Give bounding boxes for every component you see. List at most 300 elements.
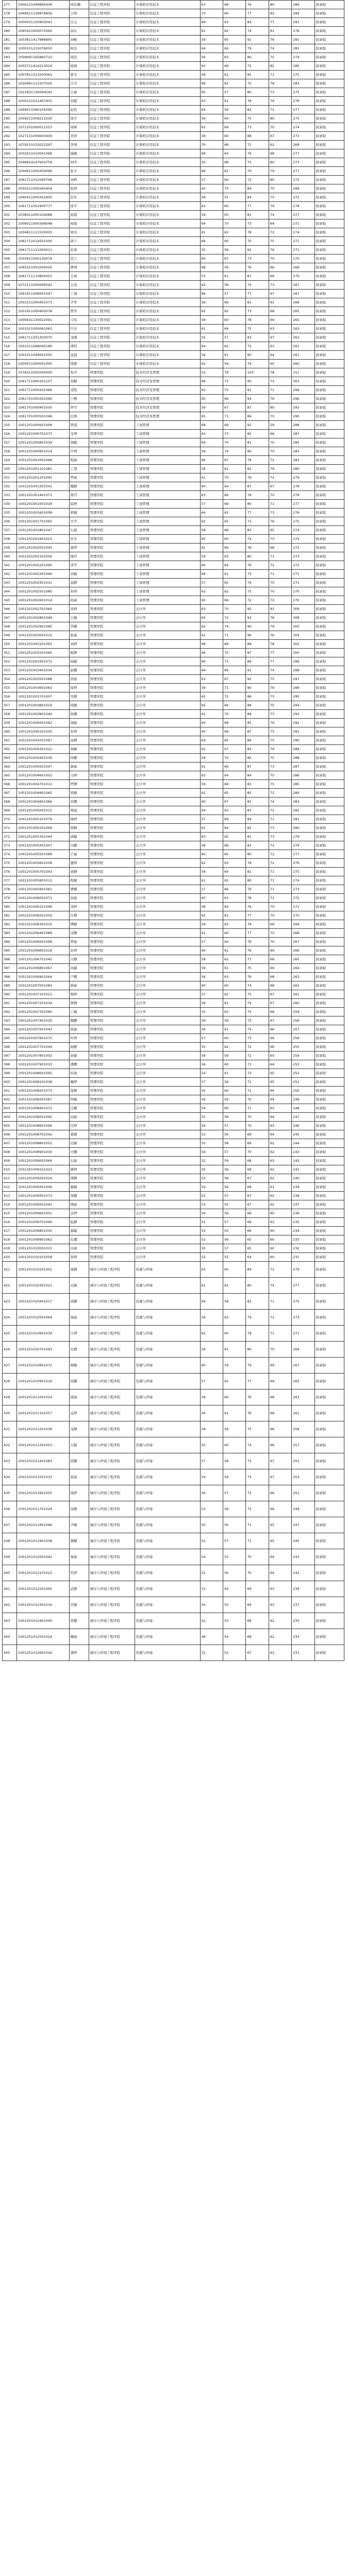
cell-score-total: 271 xyxy=(292,570,314,579)
cell-score-language: 57 xyxy=(223,290,245,298)
cell-score-language: 64 xyxy=(223,938,245,946)
cell-score-total: 233 xyxy=(292,1629,314,1645)
table-row xyxy=(3,1104,344,1113)
cell-score-subject2: 64 xyxy=(269,1060,291,1069)
cell-name: 杨敏 xyxy=(69,657,89,666)
cell-row-index: 385 xyxy=(3,946,17,955)
cell-score-subject2: 80 xyxy=(269,403,291,412)
cell-score-total: 251 xyxy=(292,1485,314,1501)
cell-score-subject1: 70 xyxy=(246,1095,269,1104)
table-row xyxy=(3,1043,344,1052)
cell-major: 会计学 xyxy=(135,1104,200,1113)
cell-row-index: 432 xyxy=(3,1437,17,1453)
cell-score-politics: 55 xyxy=(200,1437,223,1453)
cell-exam-id: 1001201001601008 xyxy=(16,509,69,517)
cell-department: 管理学院 xyxy=(89,981,135,990)
cell-department: 信息工程学院 xyxy=(89,158,135,167)
cell-score-politics: 56 xyxy=(200,1095,223,1104)
cell-score-subject2: 64 xyxy=(269,1087,291,1095)
cell-department: 信息工程学院 xyxy=(89,325,135,333)
cell-score-politics: 57 xyxy=(200,579,223,587)
cell-score-subject1: 70 xyxy=(246,1565,269,1581)
cell-score-politics: 54 xyxy=(200,1148,223,1157)
cell-department: 信息工程学院 xyxy=(89,272,135,281)
cell-status: 拟录取 xyxy=(314,255,344,263)
cell-score-subject2: 76 xyxy=(269,246,291,255)
cell-status: 拟录取 xyxy=(314,36,344,44)
cell-row-index: 335 xyxy=(3,509,17,517)
cell-score-total: 237 xyxy=(292,1200,314,1209)
cell-score-subject1: 76 xyxy=(246,263,269,272)
cell-department: 城市与环境工程学院 xyxy=(89,1358,135,1374)
cell-status: 拟录取 xyxy=(314,771,344,780)
cell-status: 拟录取 xyxy=(314,1342,344,1358)
cell-score-subject2: 72 xyxy=(269,561,291,570)
cell-major: 会计学 xyxy=(135,1183,200,1192)
cell-score-total: 261 xyxy=(292,990,314,999)
cell-exam-id: 1001201007501043 xyxy=(16,1025,69,1034)
cell-exam-id: 1001201005201099 xyxy=(16,824,69,833)
cell-row-index: 430 xyxy=(3,1405,17,1421)
cell-status: 拟录取 xyxy=(314,202,344,211)
cell-department: 信息工程学院 xyxy=(89,114,135,123)
cell-score-subject1: 79 xyxy=(246,859,269,868)
cell-row-index: 433 xyxy=(3,1453,17,1469)
cell-score-language: 65 xyxy=(223,517,245,526)
cell-score-subject2: 68 xyxy=(269,981,291,990)
cell-major: 计算机应用技术 xyxy=(135,53,200,62)
cell-row-index: 394 xyxy=(3,1025,17,1034)
cell-score-subject2: 74 xyxy=(269,798,291,806)
cell-score-language: 64 xyxy=(223,868,245,876)
cell-status: 拟录取 xyxy=(314,1485,344,1501)
cell-exam-id: 1001201005001012 xyxy=(16,806,69,815)
cell-exam-id: 1001201008101038 xyxy=(16,1078,69,1087)
cell-score-subject2: 65 xyxy=(269,526,291,535)
cell-row-index: 280 xyxy=(3,27,17,36)
cell-row-index: 325 xyxy=(3,421,17,430)
cell-score-language: 61 xyxy=(223,272,245,281)
cell-score-subject1: 90 xyxy=(246,684,269,692)
cell-exam-id: 1001201006901064 xyxy=(16,973,69,981)
table-row xyxy=(3,106,344,114)
cell-score-politics: 57 xyxy=(200,1034,223,1043)
cell-major: 会计学 xyxy=(135,1130,200,1139)
cell-department: 信息工程学院 xyxy=(89,360,135,368)
table-row xyxy=(3,9,344,18)
cell-name: 张宇 xyxy=(69,167,89,176)
cell-score-subject2: 70 xyxy=(269,929,291,938)
cell-name: 田丽 xyxy=(69,1113,89,1122)
cell-department: 管理学院 xyxy=(89,368,135,377)
cell-score-politics: 69 xyxy=(200,18,223,27)
cell-status: 拟录取 xyxy=(314,1192,344,1200)
cell-score-subject2: 68 xyxy=(269,955,291,964)
cell-department: 管理学院 xyxy=(89,973,135,981)
table-row xyxy=(3,745,344,754)
cell-score-politics: 55 xyxy=(200,1139,223,1148)
cell-row-index: 367 xyxy=(3,789,17,798)
table-row xyxy=(3,500,344,509)
cell-score-subject1: 80 xyxy=(246,552,269,561)
cell-major: 计算机应用技术 xyxy=(135,202,200,211)
cell-score-total: 235 xyxy=(292,1218,314,1227)
cell-score-politics: 57 xyxy=(200,1374,223,1389)
cell-score-subject1: 78 xyxy=(246,544,269,552)
cell-major: 会计学 xyxy=(135,675,200,684)
table-row xyxy=(3,833,344,841)
cell-score-language: 57 xyxy=(223,1148,245,1157)
cell-major: 会计学 xyxy=(135,736,200,745)
cell-score-subject1: 75 xyxy=(246,158,269,167)
cell-major: 计算机应用技术 xyxy=(135,237,200,246)
cell-score-subject2: 60 xyxy=(269,1244,291,1253)
cell-score-subject1: 72 xyxy=(246,1069,269,1078)
cell-status: 拟录取 xyxy=(314,1437,344,1453)
cell-major: 工商管理 xyxy=(135,579,200,587)
cell-name: 周宇 xyxy=(69,114,89,123)
cell-exam-id: 1001201011801066 xyxy=(16,1517,69,1533)
cell-score-politics: 56 xyxy=(200,1405,223,1421)
cell-score-subject2: 80 xyxy=(269,1,291,9)
table-row xyxy=(3,1613,344,1629)
cell-name: 廖敏 xyxy=(69,1183,89,1192)
cell-status: 拟录取 xyxy=(314,1157,344,1165)
cell-score-subject2: 73 xyxy=(269,824,291,833)
cell-score-language: 62 xyxy=(223,509,245,517)
cell-score-politics: 70 xyxy=(200,141,223,149)
cell-score-politics: 58 xyxy=(200,526,223,535)
cell-department: 信息工程学院 xyxy=(89,246,135,255)
cell-major: 会计学 xyxy=(135,1113,200,1122)
cell-score-total: 270 xyxy=(292,255,314,263)
cell-score-subject1: 71 xyxy=(246,1087,269,1095)
cell-score-subject1: 66 xyxy=(246,1209,269,1218)
cell-status: 拟录取 xyxy=(314,1278,344,1294)
cell-score-subject1: 84 xyxy=(246,1262,269,1278)
cell-score-language: 71 xyxy=(223,631,245,640)
cell-name: 何娜 xyxy=(69,754,89,762)
cell-score-politics: 60 xyxy=(200,1358,223,1374)
cell-department: 管理学院 xyxy=(89,859,135,868)
cell-row-index: 330 xyxy=(3,465,17,473)
cell-score-language: 60 xyxy=(223,1262,245,1278)
cell-score-total: 296 xyxy=(292,395,314,403)
cell-score-subject2: 69 xyxy=(269,920,291,929)
cell-score-subject1: 87 xyxy=(246,727,269,736)
cell-name: 石丽 xyxy=(69,1157,89,1165)
cell-score-language: 56 xyxy=(223,1517,245,1533)
cell-department: 管理学院 xyxy=(89,1165,135,1174)
cell-score-subject1: 75 xyxy=(246,325,269,333)
cell-score-language: 52 xyxy=(223,1645,245,1661)
cell-name: 高静 xyxy=(69,579,89,587)
cell-department: 城市与环境工程学院 xyxy=(89,1294,135,1310)
cell-exam-id: 1060411000301850 xyxy=(16,193,69,202)
cell-score-language: 58 xyxy=(223,1294,245,1310)
cell-exam-id: 1001201012501024 xyxy=(16,1629,69,1645)
cell-score-subject2: 69 xyxy=(269,1358,291,1374)
cell-major: 资源与环境 xyxy=(135,1453,200,1469)
cell-score-subject1: 84 xyxy=(246,193,269,202)
cell-score-subject2: 75 xyxy=(269,535,291,544)
cell-department: 管理学院 xyxy=(89,1192,135,1200)
cell-exam-id: 1001201003401034 xyxy=(16,666,69,675)
cell-score-total: 277 xyxy=(292,211,314,219)
cell-score-language: 62 xyxy=(223,342,245,351)
cell-name: 梁敏 xyxy=(69,789,89,798)
table-row xyxy=(3,920,344,929)
cell-department: 管理学院 xyxy=(89,1069,135,1078)
cell-exam-id: 1000011000001000 xyxy=(16,360,69,368)
cell-row-index: 297 xyxy=(3,176,17,184)
cell-name: 史静 xyxy=(69,1342,89,1358)
cell-major: 技术经济及管理 xyxy=(135,395,200,403)
table-row xyxy=(3,1453,344,1469)
cell-name: 朱婷 xyxy=(69,727,89,736)
cell-status: 拟录取 xyxy=(314,946,344,955)
table-row xyxy=(3,333,344,342)
cell-score-politics: 60 xyxy=(200,894,223,903)
cell-exam-id: 1001201006201059 xyxy=(16,911,69,920)
cell-status: 拟录取 xyxy=(314,1389,344,1405)
cell-score-politics: 64 xyxy=(200,342,223,351)
cell-exam-id: 1001201004601001 xyxy=(16,771,69,780)
cell-score-politics: 55 xyxy=(200,1165,223,1174)
table-row xyxy=(3,517,344,526)
cell-name: 曾强 xyxy=(69,421,89,430)
cell-score-subject1: 76 xyxy=(246,973,269,981)
cell-major: 计算机应用技术 xyxy=(135,62,200,71)
cell-score-subject2: 64 xyxy=(269,1095,291,1104)
cell-score-language: 59 xyxy=(223,1016,245,1025)
cell-name: 王明 xyxy=(69,9,89,18)
cell-status: 拟录取 xyxy=(314,316,344,325)
cell-score-total: 246 xyxy=(292,1122,314,1130)
cell-department: 管理学院 xyxy=(89,894,135,903)
cell-row-index: 347 xyxy=(3,614,17,622)
cell-score-subject1: 82 xyxy=(246,798,269,806)
cell-name: 毛敏 xyxy=(69,1278,89,1294)
cell-row-index: 422 xyxy=(3,1278,17,1294)
cell-score-politics: 61 xyxy=(200,631,223,640)
cell-score-subject2: 70 xyxy=(269,491,291,500)
cell-score-language: 68 xyxy=(223,526,245,535)
cell-score-language: 70 xyxy=(223,754,245,762)
table-row xyxy=(3,149,344,158)
cell-score-subject1: 75 xyxy=(246,964,269,973)
cell-status: 拟录取 xyxy=(314,806,344,815)
cell-score-subject2: 66 xyxy=(269,1043,291,1052)
cell-score-politics: 59 xyxy=(200,447,223,456)
cell-score-total: 261 xyxy=(292,351,314,360)
cell-status: 拟录取 xyxy=(314,1645,344,1661)
cell-exam-id: 1001201002001093 xyxy=(16,544,69,552)
cell-department: 管理学院 xyxy=(89,876,135,885)
table-row xyxy=(3,1581,344,1597)
cell-status: 拟录取 xyxy=(314,1262,344,1278)
cell-exam-id: 1001201012001042 xyxy=(16,1549,69,1565)
cell-department: 管理学院 xyxy=(89,1209,135,1218)
cell-score-politics: 56 xyxy=(200,114,223,123)
cell-name: 邓婷 xyxy=(69,903,89,911)
cell-score-politics: 64 xyxy=(200,438,223,447)
cell-score-language: 69 xyxy=(223,421,245,430)
cell-score-subject2: 66 xyxy=(269,263,291,272)
cell-major: 计算机应用技术 xyxy=(135,281,200,290)
cell-score-subject2: 78 xyxy=(269,640,291,649)
table-row xyxy=(3,491,344,500)
cell-name: 邓凯 xyxy=(69,386,89,395)
cell-score-politics: 56 xyxy=(200,973,223,981)
cell-name: 韩静 xyxy=(69,824,89,833)
cell-score-subject1: 73 xyxy=(246,1016,269,1025)
cell-name: 金婷 xyxy=(69,1209,89,1218)
cell-score-politics: 52 xyxy=(200,1235,223,1244)
table-row xyxy=(3,579,344,587)
cell-score-politics: 60 xyxy=(200,727,223,736)
cell-row-index: 301 xyxy=(3,211,17,219)
cell-score-subject2: 71 xyxy=(269,1294,291,1310)
cell-score-politics: 62 xyxy=(200,281,223,290)
cell-score-total: 286 xyxy=(292,771,314,780)
table-row xyxy=(3,1034,344,1043)
cell-status: 拟录取 xyxy=(314,1405,344,1421)
cell-score-language: 63 xyxy=(223,894,245,903)
cell-score-subject2: 60 xyxy=(269,1209,291,1218)
cell-score-politics: 62 xyxy=(200,1326,223,1342)
cell-department: 管理学院 xyxy=(89,1122,135,1130)
cell-score-subject1: 68 xyxy=(246,1629,269,1645)
cell-score-politics: 62 xyxy=(200,911,223,920)
cell-score-language: 60 xyxy=(223,316,245,325)
cell-major: 会计学 xyxy=(135,1253,200,1262)
cell-score-total: 248 xyxy=(292,1104,314,1113)
cell-score-subject1: 77 xyxy=(246,929,269,938)
cell-exam-id: 1001201005501089 xyxy=(16,850,69,859)
cell-name: 雷丽 xyxy=(69,1469,89,1485)
cell-row-index: 418 xyxy=(3,1235,17,1244)
cell-score-subject2: 72 xyxy=(269,1262,291,1278)
cell-department: 管理学院 xyxy=(89,482,135,491)
cell-score-politics: 58 xyxy=(200,71,223,79)
cell-name: 傅敏 xyxy=(69,920,89,929)
cell-name: 孙丽 xyxy=(69,596,89,605)
cell-score-total: 295 xyxy=(292,692,314,701)
cell-score-subject2: 79 xyxy=(269,622,291,631)
cell-major: 计算机应用技术 xyxy=(135,88,200,97)
cell-score-subject1: 87 xyxy=(246,482,269,491)
table-row xyxy=(3,1130,344,1139)
cell-score-subject2: 62 xyxy=(269,1192,291,1200)
cell-status: 拟录取 xyxy=(314,990,344,999)
cell-name: 杨磊 xyxy=(69,219,89,228)
cell-name: 朱丹 xyxy=(69,368,89,377)
cell-score-subject2: 72 xyxy=(269,841,291,850)
cell-score-subject1: 78 xyxy=(246,316,269,325)
cell-department: 信息工程学院 xyxy=(89,62,135,71)
cell-major: 计算机应用技术 xyxy=(135,123,200,132)
cell-major: 会计学 xyxy=(135,745,200,754)
cell-exam-id: 1001201001901023 xyxy=(16,535,69,544)
cell-name: 周佳 xyxy=(69,53,89,62)
cell-name: 许东 xyxy=(69,325,89,333)
cell-score-subject1: 85 xyxy=(246,719,269,727)
cell-score-total: 271 xyxy=(292,219,314,228)
cell-name: 孔娜 xyxy=(69,1235,89,1244)
cell-score-subject1: 73 xyxy=(246,1453,269,1469)
cell-score-total: 283 xyxy=(292,798,314,806)
cell-major: 会计学 xyxy=(135,1025,200,1034)
cell-score-politics: 60 xyxy=(200,395,223,403)
cell-row-index: 304 xyxy=(3,237,17,246)
cell-score-total: 281 xyxy=(292,44,314,53)
cell-name: 卢娜 xyxy=(69,973,89,981)
cell-score-subject2: 64 xyxy=(269,351,291,360)
table-row xyxy=(3,456,344,465)
cell-score-politics: 64 xyxy=(200,106,223,114)
cell-exam-id: 1001201004701011 xyxy=(16,780,69,789)
cell-score-subject2: 75 xyxy=(269,736,291,745)
cell-score-subject2: 74 xyxy=(269,211,291,219)
cell-status: 拟录取 xyxy=(314,106,344,114)
cell-status: 拟录取 xyxy=(314,1227,344,1235)
cell-exam-id: 1072111000069542 xyxy=(16,281,69,290)
table-row xyxy=(3,202,344,211)
cell-score-total: 277 xyxy=(292,167,314,176)
cell-status: 拟录取 xyxy=(314,123,344,132)
cell-name: 郭丽 xyxy=(69,762,89,771)
cell-score-language: 68 xyxy=(223,1,245,9)
cell-department: 管理学院 xyxy=(89,675,135,684)
cell-score-subject2: 67 xyxy=(269,1016,291,1025)
cell-exam-id: 1001201006001071 xyxy=(16,894,69,903)
table-row xyxy=(3,929,344,938)
cell-score-language: 55 xyxy=(223,1253,245,1262)
table-body xyxy=(3,1,344,1661)
cell-exam-id: 1000121049890436 xyxy=(16,1,69,9)
cell-row-index: 321 xyxy=(3,386,17,395)
cell-score-politics: 55 xyxy=(200,1008,223,1016)
table-row xyxy=(3,727,344,736)
cell-major: 资源与环境 xyxy=(135,1485,200,1501)
cell-major: 资源与环境 xyxy=(135,1597,200,1613)
cell-exam-id: 1001201012601026 xyxy=(16,1645,69,1661)
cell-exam-id: 1061711121560011 xyxy=(16,246,69,255)
cell-exam-id: 1061711301303070 xyxy=(16,333,69,342)
cell-row-index: 336 xyxy=(3,517,17,526)
cell-score-total: 247 xyxy=(292,1517,314,1533)
cell-score-subject1: 67 xyxy=(246,1645,269,1661)
cell-score-language: 57 xyxy=(223,1485,245,1501)
cell-name: 武静 xyxy=(69,1581,89,1597)
cell-score-subject1: 72 xyxy=(246,342,269,351)
cell-score-total: 289 xyxy=(292,184,314,193)
cell-department: 管理学院 xyxy=(89,395,135,403)
cell-score-subject2: 79 xyxy=(269,465,291,473)
cell-major: 计算机应用技术 xyxy=(135,228,200,237)
cell-score-language: 57 xyxy=(223,1218,245,1227)
cell-name: 邱娜 xyxy=(69,1294,89,1310)
table-row xyxy=(3,421,344,430)
cell-score-subject2: 75 xyxy=(269,53,291,62)
cell-score-subject2: 71 xyxy=(269,815,291,824)
cell-score-subject1: 82 xyxy=(246,824,269,833)
cell-score-total: 266 xyxy=(292,946,314,955)
cell-exam-id: 1046914147654759 xyxy=(16,158,69,167)
cell-row-index: 339 xyxy=(3,544,17,552)
cell-score-subject1: 78 xyxy=(246,97,269,106)
